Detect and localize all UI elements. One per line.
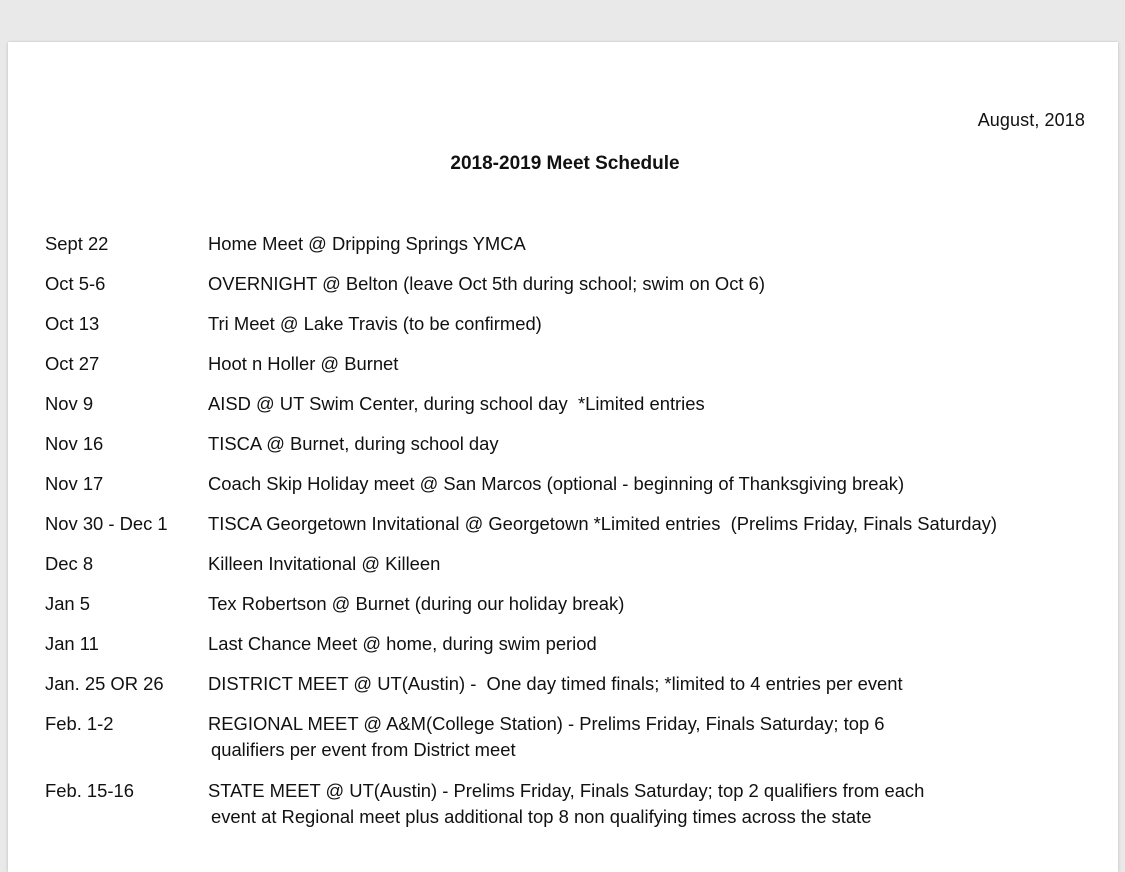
schedule-row — [45, 430, 1105, 470]
schedule-row — [45, 550, 1105, 590]
meet-event — [208, 710, 1105, 763]
meet-event — [208, 777, 1105, 830]
meet-event: Home Meet @ Dripping Springs YMCA — [208, 233, 526, 254]
meet-event: Coach Skip Holiday meet @ San Marcos (optional - beginning of Thanksgiving break) — [208, 473, 905, 494]
meet-date: Sept 22 — [45, 233, 109, 254]
meet-date: Oct 27 — [45, 353, 100, 374]
meet-event-line: REGIONAL MEET @ A&M(College Station) - Prelims Friday, Finals Saturday; top 6 — [208, 713, 885, 734]
meet-event: TISCA @ Burnet, during school day — [208, 433, 499, 454]
meet-event: TISCA Georgetown Invitational @ Georgetown *Limited entries (Prelims Friday, Finals Saturday) — [208, 513, 998, 534]
document-title — [8, 153, 1118, 175]
meet-event: OVERNIGHT @ Belton (leave Oct 5th during school; swim on Oct 6) — [208, 273, 765, 294]
meet-date: Nov 16 — [45, 433, 104, 454]
schedule-row — [45, 230, 1105, 270]
meet-event-line: STATE MEET @ UT(Austin) - Prelims Friday, Finals Saturday; top 2 qualifiers from each — [208, 780, 925, 801]
meet-date: Jan. 25 OR 26 — [45, 673, 164, 694]
document-date: August, 2018 — [977, 110, 1085, 130]
title-text: 2018-2019 Meet Schedule — [450, 153, 680, 174]
schedule-row — [45, 510, 1105, 550]
meet-date: Nov 9 — [45, 393, 94, 414]
meet-date: Jan 11 — [45, 633, 99, 654]
meet-event: AISD @ UT Swim Center, during school day *Limited entries — [208, 393, 705, 414]
meet-date: Jan 5 — [45, 593, 90, 614]
meet-date: Oct 5-6 — [45, 273, 106, 294]
schedule-row — [45, 390, 1105, 430]
meet-event: DISTRICT MEET @ UT(Austin) - One day timed finals; *limited to 4 entries per event — [208, 673, 903, 694]
schedule-row — [45, 310, 1105, 350]
schedule-row — [45, 350, 1105, 390]
schedule-row — [45, 270, 1105, 310]
schedule-row — [45, 777, 1105, 844]
schedule-row — [45, 630, 1105, 670]
meet-date: Feb. 1-2 — [45, 713, 114, 734]
meet-date: Feb. 15-16 — [45, 780, 134, 801]
schedule-row — [45, 470, 1105, 510]
meet-date: Nov 30 - Dec 1 — [45, 513, 168, 534]
schedule-row — [45, 670, 1105, 710]
document-page — [8, 42, 1118, 872]
meet-event: Killeen Invitational @ Killeen — [208, 553, 441, 574]
meet-event: Last Chance Meet @ home, during swim period — [208, 633, 597, 654]
schedule-row — [45, 590, 1105, 630]
meet-event: Tex Robertson @ Burnet (during our holiday break) — [208, 593, 625, 614]
schedule-row — [45, 710, 1105, 777]
meet-date: Nov 17 — [45, 473, 104, 494]
meet-schedule-list — [45, 230, 1105, 844]
meet-event: Hoot n Holler @ Burnet — [208, 353, 399, 374]
meet-event-continuation: event at Regional meet plus additional top 8 non qualifying times across the state — [211, 806, 872, 827]
meet-date: Oct 13 — [45, 313, 100, 334]
meet-event-continuation: qualifiers per event from District meet — [211, 739, 516, 760]
meet-date: Dec 8 — [45, 553, 94, 574]
meet-event: Tri Meet @ Lake Travis (to be confirmed) — [208, 313, 542, 334]
